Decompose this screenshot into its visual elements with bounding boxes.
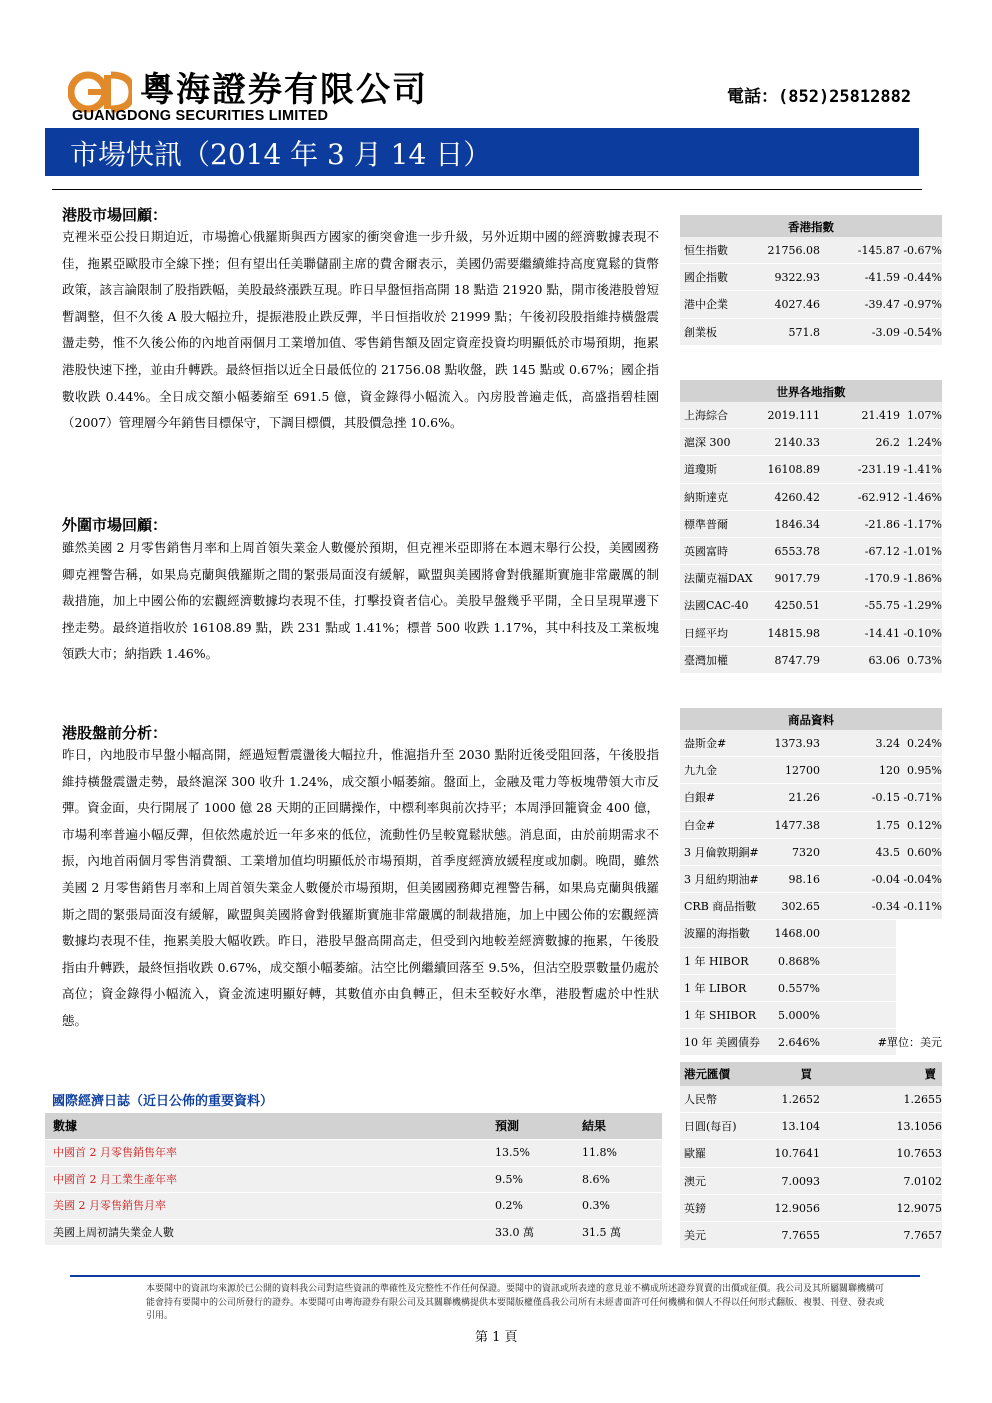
world-index-change-pct: -1.01% xyxy=(903,544,942,558)
commodity-name: 1 年 HIBOR xyxy=(684,954,749,968)
diary-result: 11.8% xyxy=(582,1146,617,1159)
commodity-value: 0.868% xyxy=(778,954,820,968)
world-index-row xyxy=(680,565,942,592)
world-index-name: 臺灣加權 xyxy=(684,653,728,667)
fx-row xyxy=(680,1086,942,1113)
hk-index-name: 國企指數 xyxy=(684,271,728,285)
commodity-change: 43.5 xyxy=(875,845,900,859)
commodity-name: 白金# xyxy=(684,818,716,832)
commodity-change-pct: -0.71% xyxy=(903,791,942,805)
world-indices-table xyxy=(680,378,942,674)
commodity-name: 10 年 美國債券 xyxy=(684,1036,760,1050)
commodity-row xyxy=(680,948,942,975)
commodity-row xyxy=(680,893,942,920)
fx-title: 港元匯價 xyxy=(684,1067,730,1081)
world-index-change: -21.86 xyxy=(864,517,900,531)
world-index-name: 上海綜合 xyxy=(684,409,728,422)
commodity-change-pct: 0.24% xyxy=(907,737,942,750)
world-index-change-pct: -1.17% xyxy=(903,517,942,531)
world-index-change: 26.2 xyxy=(875,436,900,450)
world-index-change-pct: 1.07% xyxy=(907,409,942,422)
world-index-row xyxy=(680,511,942,538)
diary-result: 31.5 萬 xyxy=(582,1225,621,1239)
fx-buy: 12.9056 xyxy=(774,1201,820,1215)
fx-currency: 歐羅 xyxy=(684,1147,706,1161)
hk-index-change: -39.47 xyxy=(864,298,900,312)
diary-row xyxy=(45,1139,662,1166)
fx-buy: 7.7655 xyxy=(781,1228,820,1242)
world-index-value: 9017.79 xyxy=(774,572,820,586)
fx-sell: 7.0102 xyxy=(903,1174,942,1188)
world-index-change: -67.12 xyxy=(864,544,900,558)
fx-table xyxy=(680,1062,942,1249)
world-index-row xyxy=(680,456,942,483)
world-index-row xyxy=(680,429,942,456)
fx-sell: 1.2655 xyxy=(903,1093,942,1106)
world-index-value: 2140.33 xyxy=(774,436,820,450)
hk-indices-header: 香港指數 xyxy=(680,213,942,237)
world-index-change-pct: 0.73% xyxy=(907,653,942,667)
world-index-value: 1846.34 xyxy=(774,517,820,531)
page-title: 市場快訊（2014 年 3 月 14 日） xyxy=(70,138,492,171)
world-index-name: 滬深 300 xyxy=(684,436,731,450)
world-index-name: 英國富時 xyxy=(684,544,728,558)
commodity-name: 3 月倫敦期銅# xyxy=(684,845,759,859)
hk-index-row xyxy=(680,291,942,318)
world-index-change-pct: -1.29% xyxy=(903,599,942,613)
commodity-value: 7320 xyxy=(792,845,820,859)
diary-forecast: 13.5% xyxy=(495,1146,530,1159)
commodity-value: 1373.93 xyxy=(774,737,820,750)
world-index-value: 14815.98 xyxy=(767,626,820,640)
fx-currency: 日圓(每百) xyxy=(684,1120,737,1134)
fx-sell: 12.9075 xyxy=(896,1201,942,1215)
blank-cell xyxy=(896,948,942,975)
commodity-change-pct: 0.12% xyxy=(907,818,942,832)
hk-index-value: 571.8 xyxy=(788,325,820,339)
diary-label: 中國首 2 月工業生產年率 xyxy=(53,1172,177,1186)
commodity-row xyxy=(680,812,942,839)
world-index-row xyxy=(680,402,942,429)
unit-note: #單位：美元 xyxy=(877,1036,942,1050)
hk-index-row xyxy=(680,319,942,346)
world-index-name: 日經平均 xyxy=(684,626,728,640)
hk-index-change: -41.59 xyxy=(864,271,900,285)
commodity-name: 1 年 SHIBOR xyxy=(684,1008,757,1022)
commodity-row xyxy=(680,1029,942,1056)
commodities-header: 商品資料 xyxy=(680,706,942,730)
hk-index-change-pct: -0.97% xyxy=(903,298,942,312)
disclaimer: 本要聞中的資訊均來源於已公開的資料我公司對這些資訊的準確性及完整性不作任何保證。要聞中的資訊或所表達的意見並不構成所述證券買賣的出價或征價。我公司及其所屬關聯機構可能會持有要聞中的公司所發行的證券。本要聞可由粵海證券有限公司及其關聯機構提供本要聞版權僅爲我公司所有未經書面許可任何機構和個人不得以任何形式翻版、複製、刊登、發表或引用。 xyxy=(146,1284,885,1321)
commodity-row xyxy=(680,757,942,784)
hk-index-value: 9322.93 xyxy=(774,271,820,285)
fx-currency: 英鎊 xyxy=(684,1201,706,1215)
hk-index-change: -145.87 xyxy=(857,244,900,257)
diary-label: 美國 2 月零售銷售月率 xyxy=(53,1199,166,1212)
diary-forecast: 33.0 萬 xyxy=(495,1225,534,1239)
fx-sell: 10.7653 xyxy=(896,1147,942,1161)
commodity-value: 1468.00 xyxy=(774,927,820,941)
commodity-value: 12700 xyxy=(785,764,820,778)
fx-buy: 10.7641 xyxy=(774,1147,820,1161)
commodity-row xyxy=(680,1002,942,1029)
page-header xyxy=(0,0,992,180)
diary-header-row xyxy=(45,1113,662,1139)
commodity-change-pct: 0.95% xyxy=(907,764,942,778)
world-index-change: -231.19 xyxy=(857,463,900,477)
commodity-change: 1.75 xyxy=(875,818,900,832)
fx-row xyxy=(680,1113,942,1140)
commodity-change: 120 xyxy=(879,764,900,778)
world-index-name: 納斯達克 xyxy=(684,490,728,504)
world-index-row xyxy=(680,484,942,511)
world-indices-header: 世界各地指數 xyxy=(680,378,942,402)
diary-forecast: 9.5% xyxy=(495,1172,523,1186)
commodity-row xyxy=(680,975,942,1002)
commodity-name: CRB 商品指數 xyxy=(684,900,757,914)
commodity-row xyxy=(680,866,942,893)
world-index-value: 8747.79 xyxy=(774,653,820,667)
world-index-change: -170.9 xyxy=(864,572,900,586)
fx-buy: 13.104 xyxy=(781,1120,820,1134)
hk-index-change-pct: -0.54% xyxy=(903,325,942,339)
world-index-change-pct: -1.41% xyxy=(903,463,942,477)
world-index-name: 道瓊斯 xyxy=(684,463,717,477)
company-name-en: GUANGDONG SECURITIES LIMITED xyxy=(72,108,329,124)
commodity-change-pct: -0.11% xyxy=(903,900,942,914)
world-index-value: 4260.42 xyxy=(774,490,820,504)
world-index-value: 2019.111 xyxy=(767,409,820,422)
fx-buy-label: 買 xyxy=(800,1067,812,1081)
world-index-name: 法國CAC-40 xyxy=(684,599,749,613)
diary-result: 8.6% xyxy=(582,1172,610,1186)
diary-header-forecast: 預測 xyxy=(495,1119,520,1133)
commodity-change: -0.15 xyxy=(871,791,900,805)
commodity-name: 3 月紐約期油# xyxy=(684,872,759,886)
hk-review-title: 港股市場回顧： xyxy=(62,206,168,224)
fx-currency: 澳元 xyxy=(684,1174,706,1188)
global-review-title: 外圍市場回顧： xyxy=(62,516,168,534)
world-index-value: 6553.78 xyxy=(774,544,820,558)
diary-label: 美國上周初請失業金人數 xyxy=(53,1225,174,1239)
world-index-name: 標準普爾 xyxy=(684,517,728,531)
premarket-body: 昨日，內地股市早盤小幅高開，經過短暫震盪後大幅拉升，惟滬指升至 2030 點附近後受阻回落，午後股指維持橫盤震盪走勢，最終滬深 300 收升 1.24%，成交額小幅萎縮。盤面上，金融及電力等板塊帶領大市反彈。資金面，央行開展了 1000 億 28 天期的正回購操作，中標利率與前次持平；本周淨回籠資金 400 億，市場利率普遍小幅反彈，但依然處於近一年多來的低位，流動性仍呈較寬鬆狀態。消息面，由於前期需求不振，內地首兩個月零售消費額、工業增加值均明顯低於市場預期，首季度經濟放緩程度或加劇。晚間，雖然美國 2 月零售銷售月率和上周首領失業金人數優於市場預期，但美國國務卿克裡警告稱，如果烏克蘭與俄羅斯之間的緊張局面沒有緩解，歐盟與美國將會對俄羅斯實施非常嚴厲的制裁措施，加上中國公佈的宏觀經濟數據均表現不佳，拖累美股大幅收跌。昨日，港股早盤高開高走，但受到內地較差經濟數據的拖累，午後股指由升轉跌，最終恒指收跌 0.67%，成交額小幅萎縮。沽空比例繼續回落至 9.5%，但沽空股票數量仍處於高位；資金錄得小幅流入，資金流速明顯好轉，其數值亦由負轉正，但未至較好水準，港股暫處於中性狀態。 xyxy=(62,747,659,1028)
fx-buy: 1.2652 xyxy=(781,1093,820,1106)
premarket-title: 港股盤前分析： xyxy=(62,724,168,742)
world-index-change-pct: -1.86% xyxy=(903,572,942,586)
hk-index-change: -3.09 xyxy=(871,325,900,339)
hk-index-value: 4027.46 xyxy=(774,298,820,312)
world-index-change: -62.912 xyxy=(857,490,900,504)
company-name-cn: 粵海證券有限公司 xyxy=(140,70,428,110)
commodity-row xyxy=(680,784,942,811)
fx-buy: 7.0093 xyxy=(781,1174,820,1188)
fx-sell-label: 賣 xyxy=(924,1067,936,1081)
diary-label: 中國首 2 月零售銷售年率 xyxy=(53,1146,177,1159)
world-index-change-pct: 1.24% xyxy=(907,436,942,450)
hk-review-body: 克裡米亞公投日期迫近，市場擔心俄羅斯與西方國家的衝突會進一步升級，另外近期中國的經濟數據表現不佳，拖累亞歐股市全線下挫；但有望出任美聯儲副主席的費舍爾表示，美國仍需要繼續維持高度寬鬆的貨幣政策，該言論限制了股指跌幅，美股最終漲跌互現。昨日早盤恒指高開 18 點造 21920 點，開市後港股曾短暫調整，但不久後 A 股大幅拉升，提振港股止跌反彈，半日恒指收於 21999 點；午後初段股指維持橫盤震盪走勢，惟不久後公佈的內地首兩個月工業增加值、零售銷售額及固定資産投資均明顯低於市場預期，拖累港股快速下挫，並由升轉跌。最終恒指以近全日最低位的 21756.08 點收盤，跌 145 點或 0.67%；國企指數收跌 0.44%。全日成交額小幅萎縮至 691.5 億，資金錄得小幅流入。內房股普遍走低，高盛指碧桂園（2007）管理層今年銷售目標保守，下調目標價，其股價急挫 10.6%。 xyxy=(62,229,659,431)
fx-sell: 13.1056 xyxy=(896,1120,942,1134)
bottom-divider xyxy=(70,1275,920,1277)
commodity-value: 1477.38 xyxy=(774,818,820,832)
world-index-row xyxy=(680,538,942,565)
commodity-change-pct: 0.60% xyxy=(907,845,942,859)
fx-row xyxy=(680,1195,942,1222)
diary-row xyxy=(45,1166,662,1193)
commodity-name: 波羅的海指數 xyxy=(684,927,750,941)
commodity-value: 98.16 xyxy=(788,872,820,886)
fx-row xyxy=(680,1222,942,1249)
commodity-row xyxy=(680,839,942,866)
blank-cell xyxy=(896,975,942,1002)
hk-index-name: 恒生指數 xyxy=(684,244,728,257)
hk-indices-table xyxy=(680,213,942,346)
diary-header-data: 數據 xyxy=(53,1119,78,1133)
commodity-value: 21.26 xyxy=(788,791,820,805)
diary-table xyxy=(45,1113,662,1245)
world-index-name: 法蘭克福DAX xyxy=(684,572,753,586)
hk-index-row xyxy=(680,237,942,264)
commodity-change: -0.04 xyxy=(871,872,900,886)
fx-sell: 7.7657 xyxy=(903,1228,942,1242)
world-index-change: -14.41 xyxy=(864,626,900,640)
diary-forecast: 0.2% xyxy=(495,1199,523,1212)
world-index-value: 16108.89 xyxy=(767,463,820,477)
world-index-row xyxy=(680,620,942,647)
commodity-name: 九九金 xyxy=(684,764,717,778)
hk-index-change-pct: -0.44% xyxy=(903,271,942,285)
world-index-change: 63.06 xyxy=(868,653,900,667)
commodity-value: 5.000% xyxy=(778,1008,820,1022)
blank-cell xyxy=(896,920,942,947)
hk-index-change-pct: -0.67% xyxy=(903,244,942,257)
world-index-row xyxy=(680,592,942,619)
page-number: 第 1 頁 xyxy=(475,1330,518,1345)
hk-index-row xyxy=(680,264,942,291)
fx-currency: 人民幣 xyxy=(684,1093,717,1106)
commodities-table xyxy=(680,706,942,1056)
hk-index-name: 創業板 xyxy=(684,325,717,339)
commodity-change-pct: -0.04% xyxy=(903,872,942,886)
commodity-value: 302.65 xyxy=(781,900,820,914)
commodity-value: 0.557% xyxy=(778,981,820,995)
diary-row xyxy=(45,1219,662,1246)
fx-row xyxy=(680,1168,942,1195)
hk-index-name: 港中企業 xyxy=(684,298,728,312)
diary-result: 0.3% xyxy=(582,1199,610,1212)
diary-title: 國際經濟日誌（近日公佈的重要資料） xyxy=(52,1094,274,1109)
commodity-name: 盎斯金# xyxy=(684,737,727,750)
world-index-change-pct: -0.10% xyxy=(903,626,942,640)
world-index-change: -55.75 xyxy=(864,599,900,613)
global-review-body: 雖然美國 2 月零售銷售月率和上周首領失業金人數優於預期，但克裡米亞即將在本週末舉行公投，美國國務卿克裡警告稱，如果烏克蘭與俄羅斯之間的緊張局面沒有緩解，歐盟與美國將會對俄羅斯實施非常嚴厲的制裁措施，加上中國公佈的宏觀經濟數據均表現不佳，打擊投資者信心。美股早盤幾乎平開，全日呈現單邊下挫走勢。最終道指收於 16108.89 點，跌 231 點或 1.41%；標普 500 收跌 1.17%，其中科技及工業板塊領跌大市；納指跌 1.46%。 xyxy=(62,540,659,662)
fx-row xyxy=(680,1140,942,1167)
commodity-name: 1 年 LIBOR xyxy=(684,981,747,995)
world-index-row xyxy=(680,647,942,674)
hk-index-value: 21756.08 xyxy=(767,244,820,257)
top-divider xyxy=(52,189,922,190)
diary-row xyxy=(45,1192,662,1219)
commodity-change: 3.24 xyxy=(875,737,900,750)
fx-currency: 美元 xyxy=(684,1228,706,1242)
world-index-change-pct: -1.46% xyxy=(903,490,942,504)
commodity-name: 白銀# xyxy=(684,791,716,805)
blank-cell xyxy=(896,1002,942,1029)
commodity-value: 2.646% xyxy=(778,1036,820,1050)
world-index-value: 4250.51 xyxy=(774,599,820,613)
diary-header-result: 結果 xyxy=(582,1119,607,1133)
commodity-change: -0.34 xyxy=(871,900,900,914)
world-index-change: 21.419 xyxy=(861,409,900,422)
commodity-row xyxy=(680,730,942,757)
fx-header xyxy=(680,1062,942,1086)
commodity-row xyxy=(680,920,942,947)
phone-number: 電話：(852)25812882 xyxy=(727,87,912,107)
unit-note-cell xyxy=(877,1029,942,1056)
